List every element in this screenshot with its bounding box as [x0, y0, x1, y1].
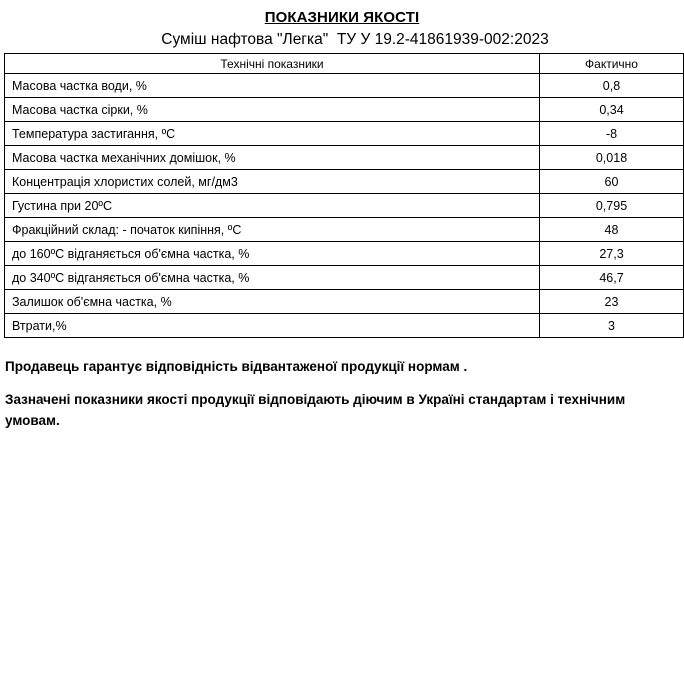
indicator-cell: Температура застигання, ºС: [5, 122, 540, 146]
value-cell: 0,8: [540, 74, 684, 98]
value-cell: 0,34: [540, 98, 684, 122]
table-row: [5, 218, 684, 242]
value-cell: 46,7: [540, 266, 684, 290]
table-row: [5, 74, 684, 98]
indicator-cell: до 160ºС відганяється об'ємна частка, %: [5, 242, 540, 266]
table-row: [5, 242, 684, 266]
value-cell: 60: [540, 170, 684, 194]
column-header-indicator: Технічні показники: [5, 54, 540, 74]
table-row: [5, 122, 684, 146]
value-cell: -8: [540, 122, 684, 146]
value-cell: 0,795: [540, 194, 684, 218]
column-header-actual: Фактично: [540, 54, 684, 74]
table-row: [5, 98, 684, 122]
indicator-cell: Густина при 20ºС: [5, 194, 540, 218]
value-cell: 27,3: [540, 242, 684, 266]
table-row: [5, 290, 684, 314]
table-header-row: [5, 54, 684, 74]
value-cell: 3: [540, 314, 684, 338]
guarantee-note: Продавець гарантує відповідність відвантаженої продукції нормам .: [5, 359, 468, 374]
table-row: [5, 146, 684, 170]
table-row: [5, 170, 684, 194]
indicator-cell: Залишок об'ємна частка, %: [5, 290, 540, 314]
indicator-cell: Масова частка сірки, %: [5, 98, 540, 122]
indicator-cell: Масова частка механічних домішок, %: [5, 146, 540, 170]
document-title: ПОКАЗНИКИ ЯКОСТІ: [264, 9, 420, 26]
table-row: [5, 266, 684, 290]
indicator-cell: Втрати,%: [5, 314, 540, 338]
document-subtitle: Суміш нафтова "Легка" ТУ У 19.2-41861939-002:2023: [161, 31, 549, 48]
indicator-cell: Фракційний склад: - початок кипіння, ºС: [5, 218, 540, 242]
indicator-cell: Концентрація хлористих солей, мг/дм3: [5, 170, 540, 194]
table-row: [5, 194, 684, 218]
value-cell: 0,018: [540, 146, 684, 170]
compliance-note: Зазначені показники якості продукції відповідають діючим в Україні стандартам і технічним умовам.: [5, 392, 626, 428]
table-row: [5, 314, 684, 338]
value-cell: 23: [540, 290, 684, 314]
indicator-cell: Масова частка води, %: [5, 74, 540, 98]
quality-indicators-table: [4, 53, 684, 338]
indicator-cell: до 340ºС відганяється об'ємна частка, %: [5, 266, 540, 290]
value-cell: 48: [540, 218, 684, 242]
